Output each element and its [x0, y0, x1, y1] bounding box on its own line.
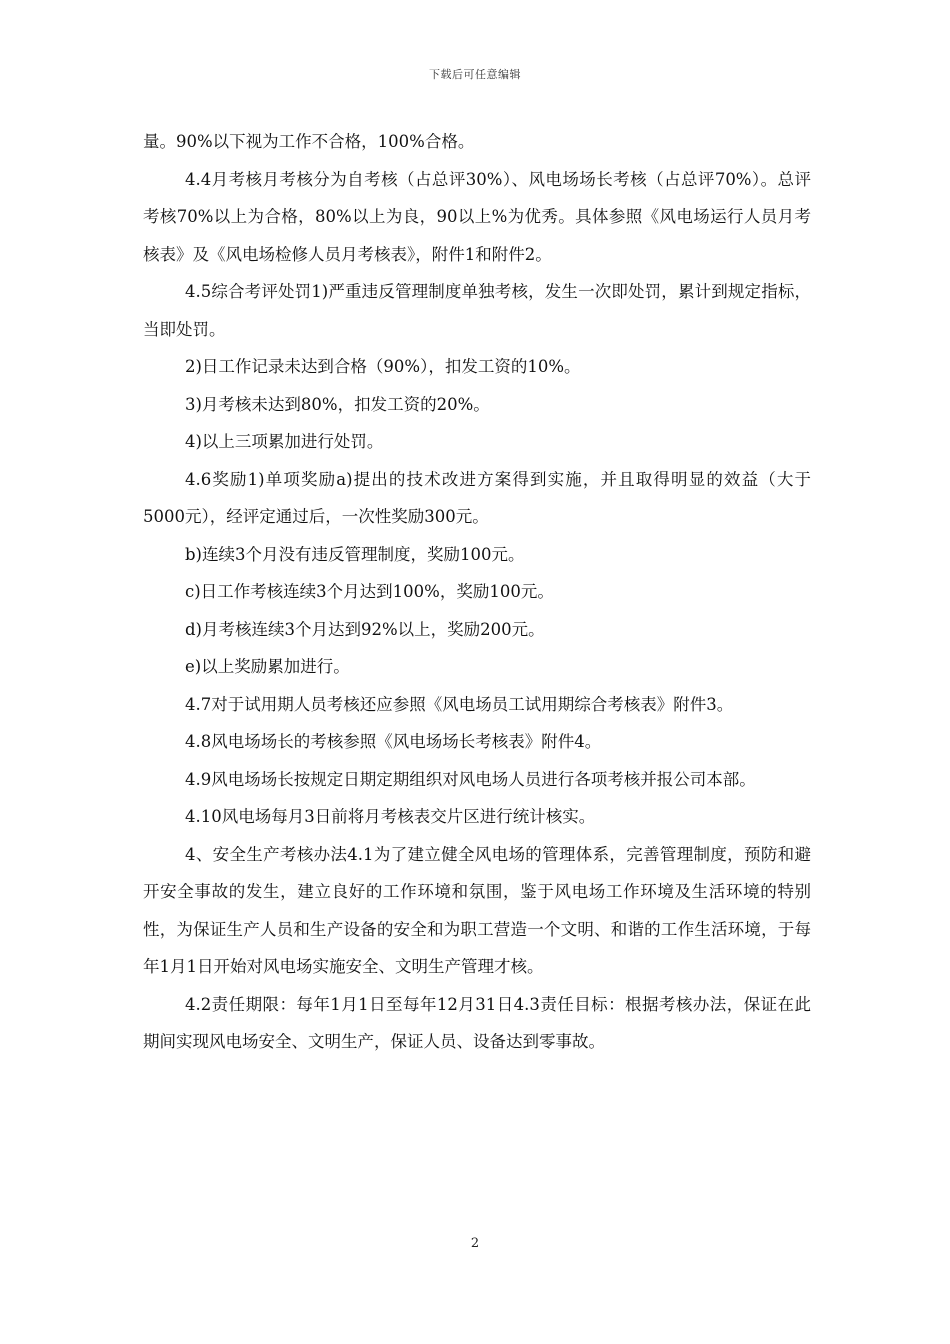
document-body	[143, 123, 811, 1061]
paragraph: 4.10风电场每月3日前将月考核表交片区进行统计核实。	[185, 807, 596, 826]
paragraph: 4)以上三项累加进行处罚。	[185, 432, 384, 451]
paragraph: c)日工作考核连续3个月达到100%，奖励100元。	[185, 582, 554, 601]
paragraph: 4.7对于试用期人员考核还应参照《风电场员工试用期综合考核表》附件3。	[185, 694, 734, 714]
page-header: 下载后可任意编辑	[429, 68, 521, 81]
paragraph: 4.5综合考评处罚1)严重违反管理制度单独考核，发生一次即处罚，累计到规定指标，当即处罚。	[143, 282, 811, 339]
paragraph: e)以上奖励累加进行。	[185, 657, 350, 676]
paragraph: 2)日工作记录未达到合格（90%），扣发工资的10%。	[185, 357, 581, 376]
paragraph: 4.4月考核月考核分为自考核（占总评30%）、风电场场长考核（占总评70%）。总评考核70%以上为合格，80%以上为良，90以上%为优秀。具体参照《风电场运行人员月考核表》及《风电场检修人员月考核表》，附件1和附件2。	[143, 169, 811, 264]
paragraph: d)月考核连续3个月达到92%以上，奖励200元。	[185, 619, 545, 639]
paragraph: 4、安全生产考核办法4.1为了建立健全风电场的管理体系，完善管理制度，预防和避开安全事故的发生，建立良好的工作环境和氛围，鉴于风电场工作环境及生活环境的特别性，为保证生产人员和生产设备的安全和为职工营造一个文明、和谐的工作生活环境，于每年1月1日开始对风电场实施安全、文明生产管理才核。	[143, 844, 811, 976]
paragraph: 量。90%以下视为工作不合格，100%合格。	[143, 132, 475, 151]
page-number: 2	[470, 1236, 480, 1251]
paragraph: 4.8风电场场长的考核参照《风电场场长考核表》附件4。	[185, 732, 602, 751]
paragraph: 4.9风电场场长按规定日期定期组织对风电场人员进行各项考核并报公司本部。	[185, 769, 756, 789]
paragraph: b)连续3个月没有违反管理制度，奖励100元。	[185, 544, 525, 564]
paragraph: 4.2责任期限：每年1月1日至每年12月31日4.3责任目标：根据考核办法，保证在此期间实现风电场安全、文明生产，保证人员、设备达到零事故。	[143, 994, 811, 1051]
paragraph: 3)月考核未达到80%，扣发工资的20%。	[185, 394, 490, 414]
paragraph: 4.6奖励1)单项奖励a)提出的技术改进方案得到实施，并且取得明显的效益（大于5000元），经评定通过后，一次性奖励300元。	[143, 469, 811, 526]
